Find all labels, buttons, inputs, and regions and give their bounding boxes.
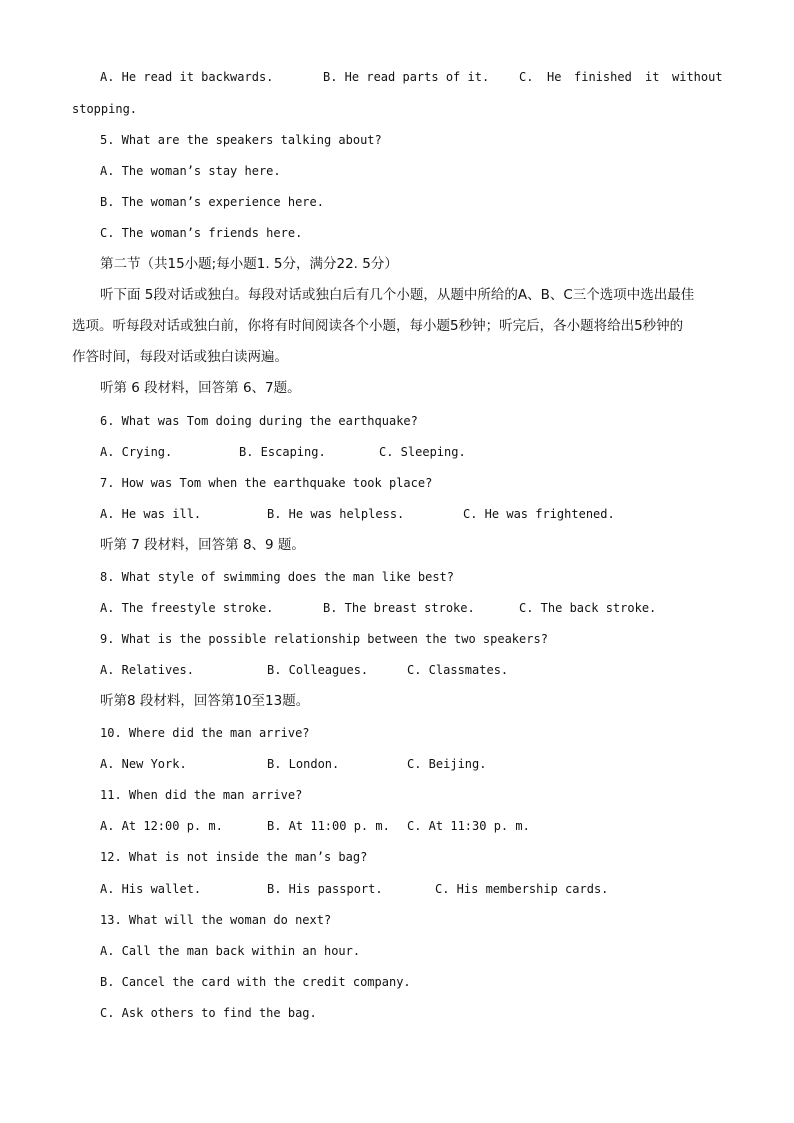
q9-option-a: A. Relatives.	[100, 663, 194, 677]
q10-option-b: B. London.	[267, 757, 340, 771]
q5-question: 5. What are the speakers talking about?	[100, 133, 382, 147]
q6-option-c: C. Sleeping.	[379, 445, 466, 459]
q11-option-a: A. At 12:00 p. m.	[100, 819, 223, 833]
q11-option-b: B. At 11:00 p. m.	[267, 819, 390, 833]
passage8-intro: 听第8 段材料，回答第10至13题。	[100, 693, 310, 709]
q10-option-c: C. Beijing.	[407, 757, 487, 771]
q4-option-c-word4: without	[672, 70, 723, 84]
section2-instructions-line1: 听下面 5段对话或独白。每段对话或独白后有几个小题，从题中所给的A、B、C三个选项中选出最佳	[100, 287, 695, 303]
section2-instructions-line3: 作答时间，每段对话或独白读两遍。	[72, 349, 288, 365]
q4-option-c-word1: He	[547, 70, 562, 84]
q4-option-c-label: C.	[519, 70, 534, 84]
q12-option-c: C. His membership cards.	[435, 882, 609, 896]
q6-option-b: B. Escaping.	[239, 445, 326, 459]
q8-question: 8. What style of swimming does the man like best?	[100, 570, 455, 584]
q11-question: 11. When did the man arrive?	[100, 788, 303, 802]
q5-option-b: B. The woman’s experience here.	[100, 195, 324, 209]
q9-option-b: B. Colleagues.	[267, 663, 369, 677]
q6-option-a: A. Crying.	[100, 445, 173, 459]
q8-option-b: B. The breast stroke.	[323, 601, 475, 615]
q4-option-c-word2: finished	[574, 70, 632, 84]
q6-question: 6. What was Tom doing during the earthquake?	[100, 414, 418, 428]
section2-heading: 第二节（共15小题;每小题1. 5分，满分22. 5分）	[100, 256, 398, 272]
q7-option-b: B. He was helpless.	[267, 507, 405, 521]
q8-option-a: A. The freestyle stroke.	[100, 601, 274, 615]
q13-option-a: A. Call the man back within an hour.	[100, 944, 361, 958]
q5-option-c: C. The woman’s friends here.	[100, 226, 303, 240]
q12-option-a: A. His wallet.	[100, 882, 202, 896]
q10-option-a: A. New York.	[100, 757, 187, 771]
section2-instructions-line2: 选项。听每段对话或独白前，你将有时间阅读各个小题，每小题5秒钟；听完后，各小题将给出5秒钟的	[72, 318, 684, 334]
q7-question: 7. How was Tom when the earthquake took place?	[100, 476, 433, 490]
q4-option-c-word3: it	[645, 70, 660, 84]
q10-question: 10. Where did the man arrive?	[100, 726, 310, 740]
q9-option-c: C. Classmates.	[407, 663, 509, 677]
q13-option-c: C. Ask others to find the bag.	[100, 1006, 317, 1020]
q5-option-a: A. The woman’s stay here.	[100, 164, 281, 178]
q12-option-b: B. His passport.	[267, 882, 383, 896]
passage6-intro: 听第 6 段材料，回答第 6、7题。	[100, 380, 301, 396]
q9-question: 9. What is the possible relationship between the two speakers?	[100, 632, 548, 646]
passage7-intro: 听第 7 段材料，回答第 8、9 题。	[100, 537, 305, 553]
q7-option-a: A. He was ill.	[100, 507, 202, 521]
q7-option-c: C. He was frightened.	[463, 507, 615, 521]
q4-option-a: A. He read it backwards.	[100, 70, 274, 84]
q13-option-b: B. Cancel the card with the credit company.	[100, 975, 411, 989]
q12-question: 12. What is not inside the man’s bag?	[100, 850, 368, 864]
q4-option-c-wrap: stopping.	[72, 102, 138, 116]
q4-option-b: B. He read parts of it.	[323, 70, 490, 84]
q11-option-c: C. At 11:30 p. m.	[407, 819, 530, 833]
q13-question: 13. What will the woman do next?	[100, 913, 332, 927]
q8-option-c: C. The back stroke.	[519, 601, 657, 615]
